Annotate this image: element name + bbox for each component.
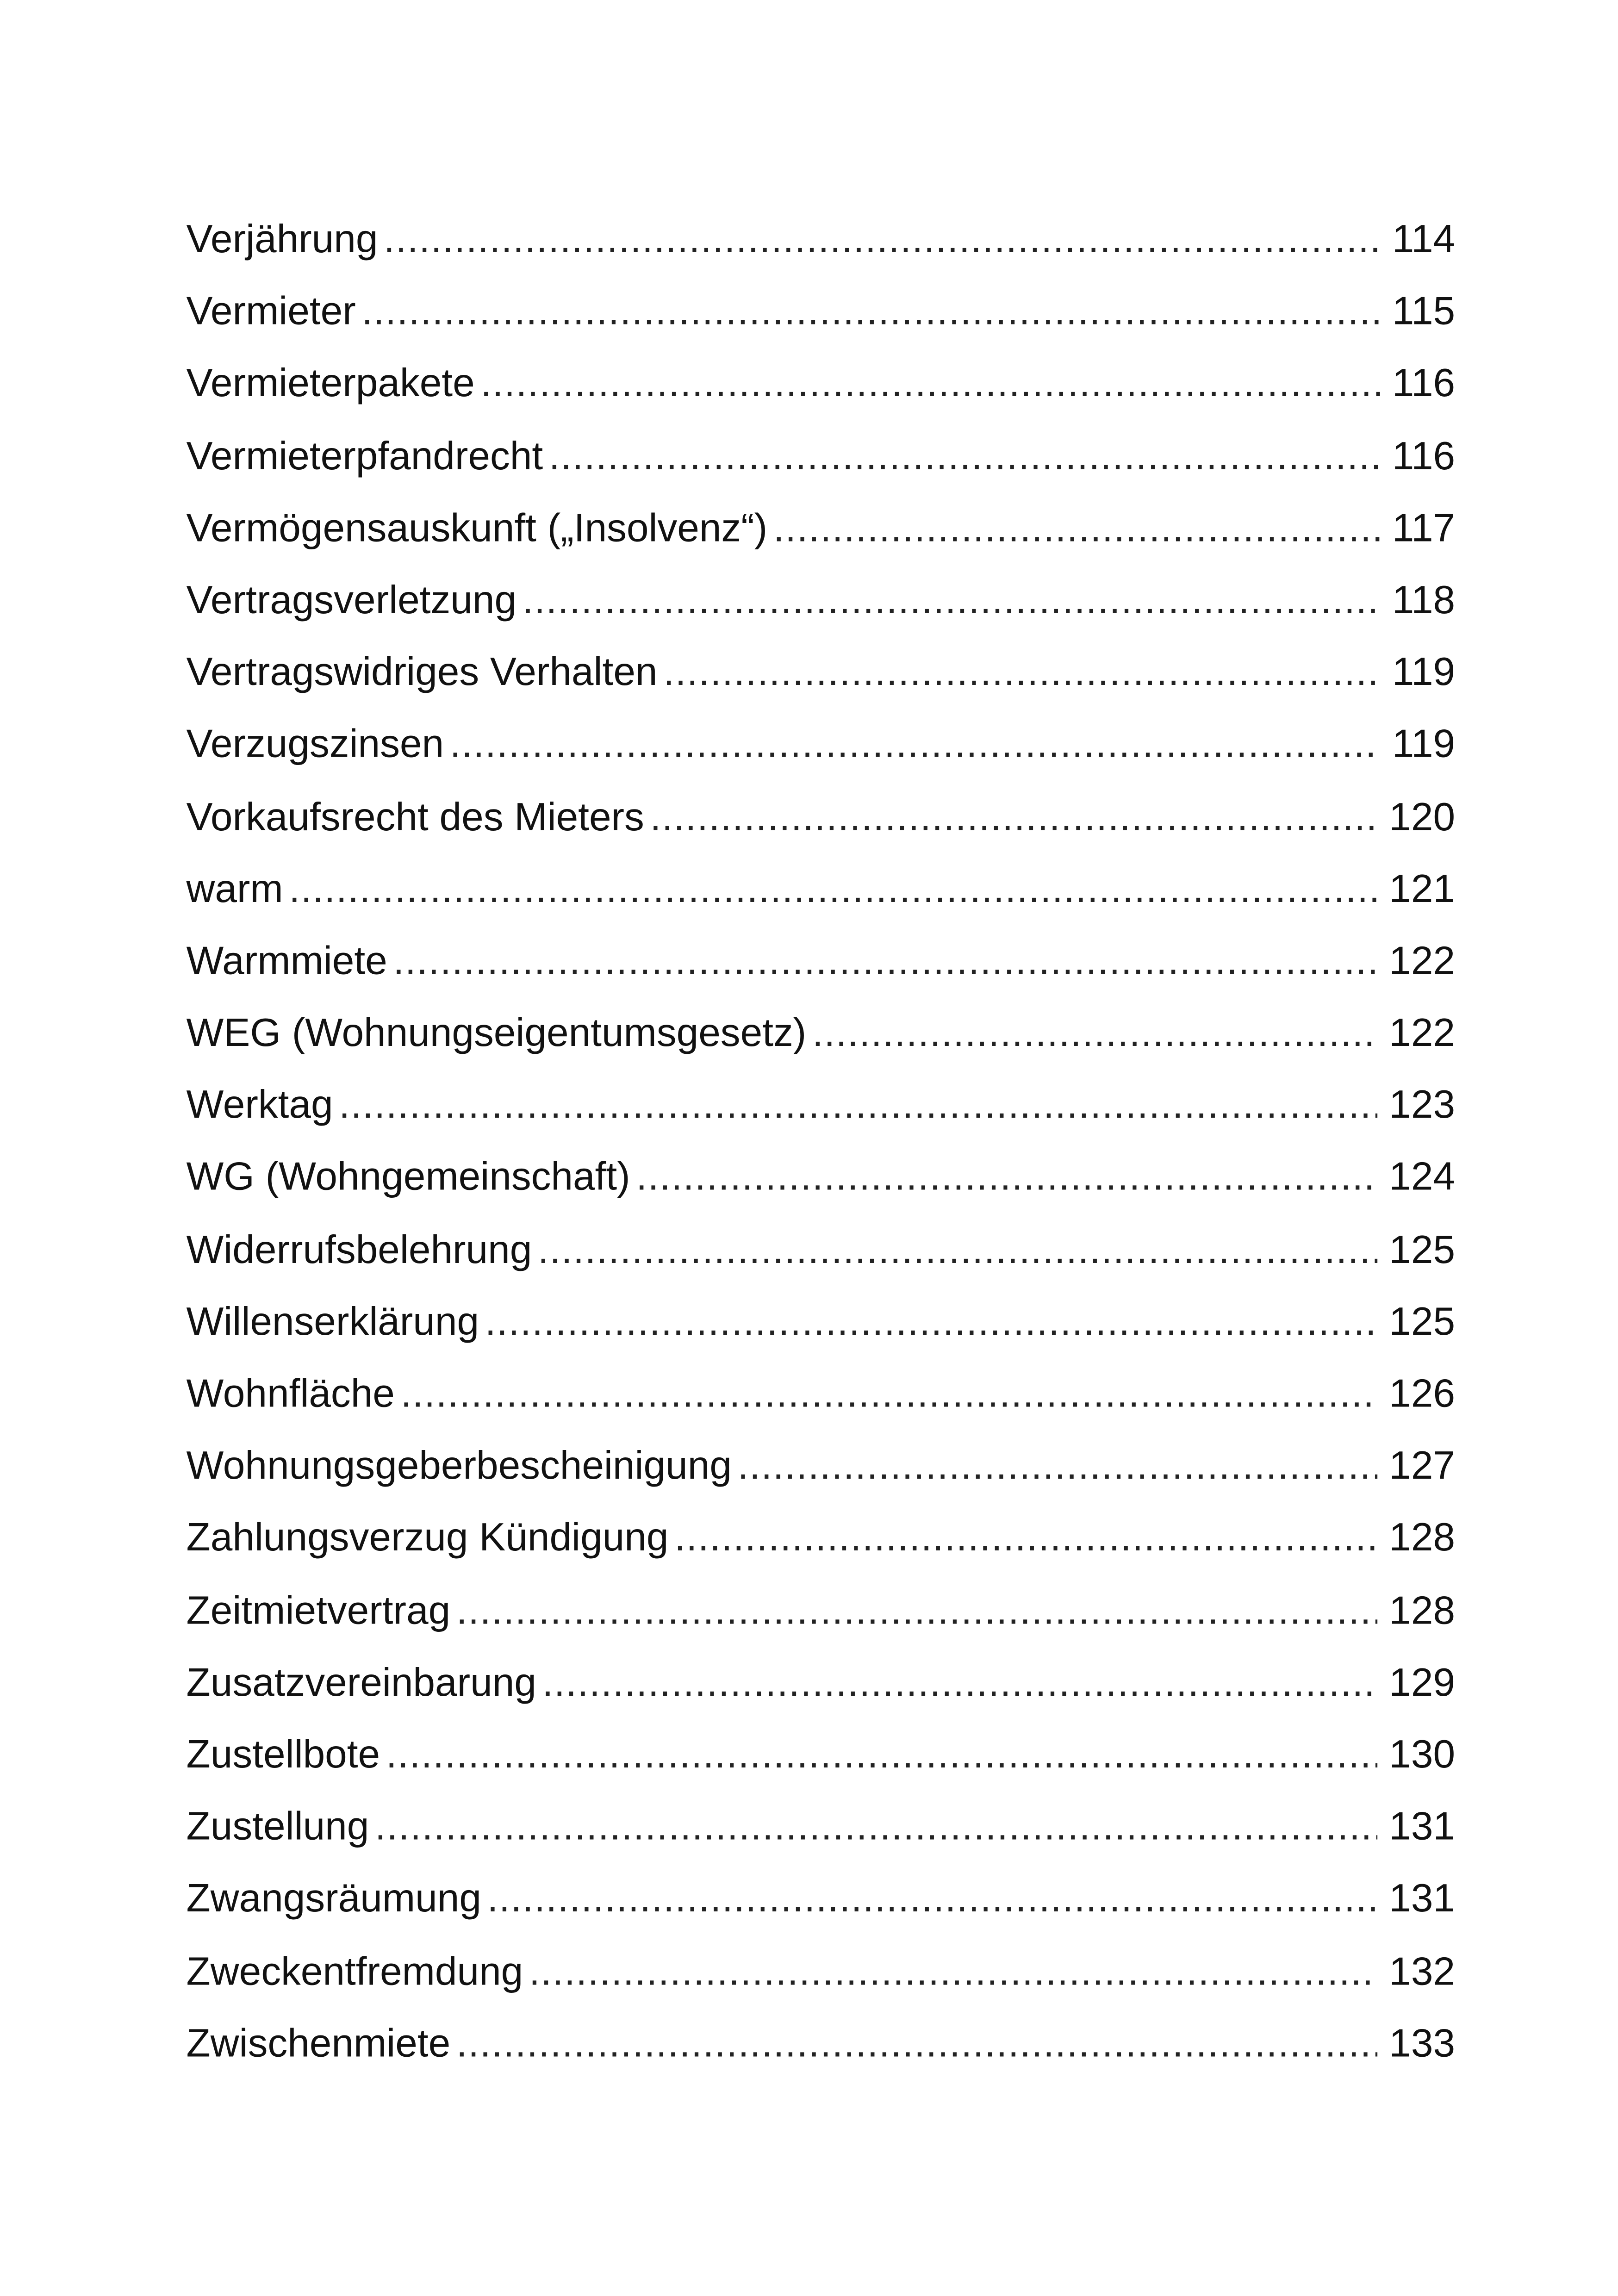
dot-leader — [812, 997, 1377, 1070]
toc-entry-page-number: 121 — [1389, 866, 1456, 911]
dot-leader — [375, 1791, 1377, 1863]
dot-leader — [549, 420, 1381, 492]
toc-entry-page-number: 130 — [1389, 1732, 1456, 1777]
dot-leader — [523, 565, 1381, 637]
toc-entry-label: Werktag — [186, 1083, 333, 1127]
dot-leader — [650, 781, 1377, 853]
toc-entry-label: Widerrufsbelehrung — [186, 1227, 532, 1271]
toc-entry-page-number: 125 — [1389, 1299, 1456, 1344]
toc-entry[interactable] — [187, 420, 1456, 492]
dot-leader — [674, 1503, 1377, 1575]
toc-entry-label: WG (Wohngemeinschaft) — [186, 1155, 630, 1199]
toc-entry[interactable] — [187, 1431, 1456, 1503]
dot-leader — [456, 1575, 1377, 1647]
toc-entry[interactable] — [187, 853, 1456, 926]
dot-leader — [636, 1142, 1377, 1214]
toc-entry-page-number: 131 — [1389, 1876, 1456, 1921]
toc-entry-label: Vermieter — [186, 289, 356, 334]
toc-entry[interactable] — [187, 1791, 1456, 1863]
toc-entry-label: Verjährung — [186, 217, 378, 261]
toc-entry[interactable] — [187, 637, 1456, 709]
dot-leader — [663, 637, 1380, 709]
toc-entry[interactable] — [187, 204, 1456, 276]
toc-entry-page-number: 127 — [1389, 1444, 1456, 1488]
toc-entry[interactable] — [187, 348, 1456, 420]
toc-entry[interactable] — [187, 1358, 1456, 1431]
toc-entry-label: Wohnfläche — [186, 1371, 395, 1416]
toc-entry-label: Vertragswidriges Verhalten — [186, 650, 658, 694]
toc-entry-page-number: 129 — [1389, 1660, 1456, 1705]
toc-entry-label: Vertragsverletzung — [186, 578, 517, 622]
toc-entry-page-number: 128 — [1389, 1588, 1456, 1632]
toc-entry-page-number: 122 — [1389, 939, 1456, 983]
toc-entry-label: Zusatzvereinbarung — [186, 1660, 536, 1705]
toc-entry-label: Zwangsräumung — [186, 1876, 481, 1921]
toc-entry-page-number: 122 — [1389, 1010, 1456, 1055]
toc-entry-page-number: 128 — [1389, 1516, 1456, 1560]
toc-entry-page-number: 125 — [1389, 1227, 1456, 1271]
toc-entry[interactable] — [187, 709, 1456, 781]
dot-leader — [393, 926, 1377, 998]
toc-entry-page-number: 124 — [1389, 1155, 1456, 1199]
toc-entry[interactable] — [187, 276, 1456, 348]
toc-entry-label: Zahlungsverzug Kündigung — [186, 1516, 669, 1560]
toc-entry-label: Zweckentfremdung — [186, 1948, 523, 1993]
table-of-contents — [187, 204, 1456, 2080]
toc-entry-page-number: 114 — [1392, 217, 1456, 261]
toc-entry[interactable] — [187, 1647, 1456, 1719]
toc-entry-page-number: 126 — [1389, 1371, 1456, 1416]
toc-entry[interactable] — [187, 1142, 1456, 1214]
toc-entry-page-number: 131 — [1389, 1804, 1456, 1848]
toc-entry[interactable] — [187, 492, 1456, 565]
toc-entry[interactable] — [187, 1719, 1456, 1791]
toc-entry-label: Vorkaufsrecht des Mieters — [186, 794, 644, 839]
toc-entry[interactable] — [187, 781, 1456, 853]
dot-leader — [384, 204, 1380, 276]
toc-entry-label: Vermögensauskunft („Insolvenz“) — [186, 505, 768, 550]
toc-entry[interactable] — [187, 1863, 1456, 1935]
toc-entry-page-number: 116 — [1392, 361, 1456, 405]
toc-entry[interactable] — [187, 565, 1456, 637]
toc-entry-label: Vermieterpakete — [186, 361, 475, 405]
dot-leader — [339, 1070, 1377, 1142]
dot-leader — [289, 853, 1377, 926]
dot-leader — [386, 1719, 1377, 1791]
dot-leader — [401, 1358, 1377, 1431]
toc-entry-label: Zustellung — [186, 1804, 369, 1848]
toc-entry-label: warm — [186, 866, 283, 911]
toc-entry-page-number: 120 — [1389, 794, 1456, 839]
toc-entry-label: Zustellbote — [186, 1732, 380, 1777]
toc-entry[interactable] — [187, 1575, 1456, 1647]
toc-entry[interactable] — [187, 997, 1456, 1070]
toc-entry[interactable] — [187, 1503, 1456, 1575]
toc-entry-label: Wohnungsgeberbescheinigung — [186, 1444, 732, 1488]
dot-leader — [542, 1647, 1377, 1719]
toc-entry-page-number: 123 — [1389, 1083, 1456, 1127]
toc-entry-page-number: 117 — [1392, 505, 1456, 550]
toc-entry-page-number: 119 — [1392, 650, 1456, 694]
toc-entry-label: Zwischenmiete — [186, 2021, 451, 2065]
dot-leader — [450, 709, 1381, 781]
toc-entry[interactable] — [187, 1214, 1456, 1286]
toc-entry[interactable] — [187, 2008, 1456, 2080]
toc-entry-label: Zeitmietvertrag — [186, 1588, 451, 1632]
toc-entry-page-number: 118 — [1392, 578, 1456, 622]
toc-entry-page-number: 115 — [1392, 289, 1456, 334]
dot-leader — [773, 492, 1380, 565]
dot-leader — [456, 2008, 1377, 2080]
dot-leader — [487, 1863, 1377, 1935]
dot-leader — [480, 348, 1380, 420]
toc-entry-label: Willenserklärung — [186, 1299, 479, 1344]
dot-leader — [361, 276, 1380, 348]
toc-entry-page-number: 133 — [1389, 2021, 1456, 2065]
toc-entry[interactable] — [187, 1286, 1456, 1358]
dot-leader — [485, 1286, 1377, 1358]
toc-entry-label: Warmmiete — [186, 939, 387, 983]
toc-entry[interactable] — [187, 1070, 1456, 1142]
dot-leader — [738, 1431, 1377, 1503]
toc-entry-label: WEG (Wohnungseigentumsgesetz) — [186, 1010, 807, 1055]
dot-leader — [538, 1214, 1377, 1286]
toc-entry-page-number: 119 — [1392, 722, 1456, 766]
toc-entry-label: Vermieterpfandrecht — [186, 433, 543, 478]
toc-entry-page-number: 132 — [1389, 1948, 1456, 1993]
toc-entry[interactable] — [187, 926, 1456, 998]
toc-entry[interactable] — [187, 1935, 1456, 2008]
dot-leader — [529, 1935, 1377, 2008]
toc-entry-page-number: 116 — [1392, 433, 1456, 478]
toc-entry-label: Verzugszinsen — [186, 722, 444, 766]
